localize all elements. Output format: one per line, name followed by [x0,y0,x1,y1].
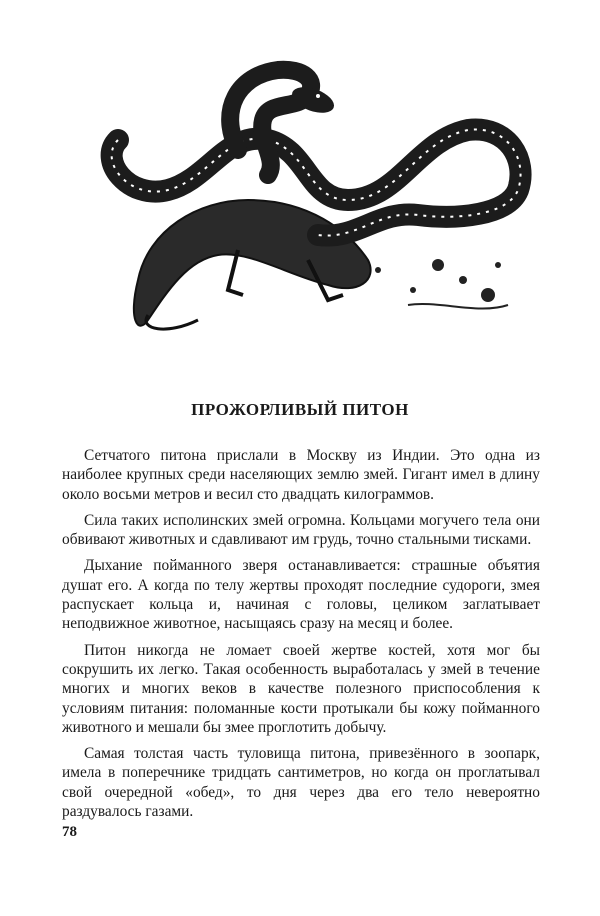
python-attacking-crocodile-icon [78,50,538,340]
page-title: ПРОЖОРЛИВЫЙ ПИТОН [191,400,409,419]
paragraph: Питон никогда не ломает своей жертве костей, хотя мог бы сокрушить их легко. Такая особенность выработалась у змей в течение многих и многих веков в качестве полезного приспособления к условиям питания: поломанные кости протыкали бы кожу пойманного животного и мешали бы змее проглотить добычу. [62,641,540,736]
page-number: 78 [62,824,77,840]
python-crocodile-illustration [78,50,538,340]
article-body [62,446,540,828]
paragraph: Самая толстая часть туловища питона, привезённого в зоопарк, имела в поперечнике тридцать сантиметров, но когда он проглатывал свой очередной «обед», то дня через два его тело невероятно раздувалось газами. [62,745,540,821]
paragraph: Дыхание пойманного зверя останавливается: страшные объятия душат его. А когда по телу жертвы проходят последние судороги, змея распускает кольца и, начиная с головы, целиком заглатывает неподвижное животное, насыщаясь сразу на месяц и более. [62,557,540,633]
paragraph: Сетчатого питона прислали в Москву из Индии. Это одна из наиболее крупных среди населяющих землю змей. Гигант имел в длину около восьми метров и весил сто двадцать килограммов. [62,447,540,503]
paragraph: Сила таких исполинских змей огромна. Кольцами могучего тела они обвивают животных и сдавливают им грудь, точно стальными тисками. [62,511,540,549]
